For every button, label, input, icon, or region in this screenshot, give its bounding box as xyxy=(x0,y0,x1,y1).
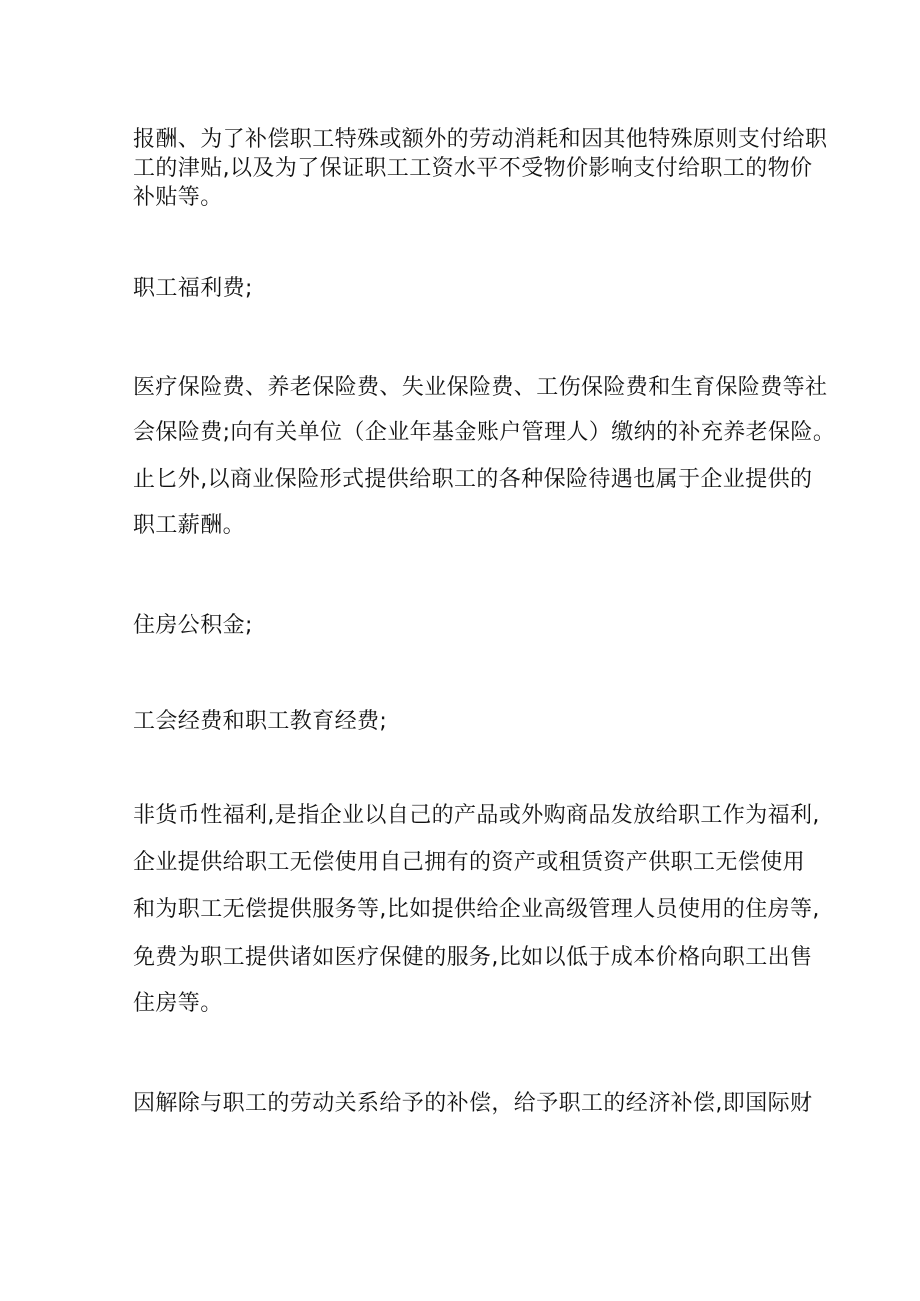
paragraph-6-line-1: 非货币性福利,是指企业以自己的产品或外购商品发放给职工作为福利, xyxy=(133,803,820,828)
paragraph-3-line-1: 医疗保险费、养老保险费、失业保险费、工伤保险费和生育保险费等社 xyxy=(133,375,828,400)
paragraph-6-line-2: 企业提供给职工无偿使用自己拥有的资产或租赁资产供职工无偿使用 xyxy=(133,850,806,875)
paragraph-3-line-4: 职工薪酬。 xyxy=(133,513,246,538)
paragraph-1-line-2: 工的津贴,以及为了保证职工工资水平不受物价影响支付给职工的物价 xyxy=(133,156,813,181)
paragraph-3-line-3: 止匕外,以商业保险形式提供给职工的各种保险待遇也属于企业提供的 xyxy=(133,467,813,492)
paragraph-2-line-1: 职工福利费; xyxy=(133,276,253,301)
paragraph-3-line-2: 会保险费;向有关单位（企业年基金账户管理人）缴纳的补充养老保险。 xyxy=(133,420,836,445)
paragraph-7-line-1: 因解除与职工的劳动关系给予的补偿，给予职工的经济补偿,即国际财 xyxy=(133,1091,813,1116)
paragraph-4-line-1: 住房公积金; xyxy=(133,613,253,638)
paragraph-6-line-3: 和为职工无偿提供服务等,比如提供给企业高级管理人员使用的住房等, xyxy=(133,897,820,922)
paragraph-6-line-5: 住房等。 xyxy=(133,991,223,1016)
paragraph-1-line-1: 报酬、为了补偿职工特殊或额外的劳动消耗和因其他特殊原则支付给职 xyxy=(133,127,828,152)
paragraph-5-line-1: 工会经费和职工教育经费; xyxy=(133,709,388,734)
paragraph-6-line-4: 免费为职工提供诸如医疗保健的服务,比如以低于成本价格向职工出售 xyxy=(133,945,813,970)
paragraph-1-line-3: 补贴等。 xyxy=(133,185,223,210)
